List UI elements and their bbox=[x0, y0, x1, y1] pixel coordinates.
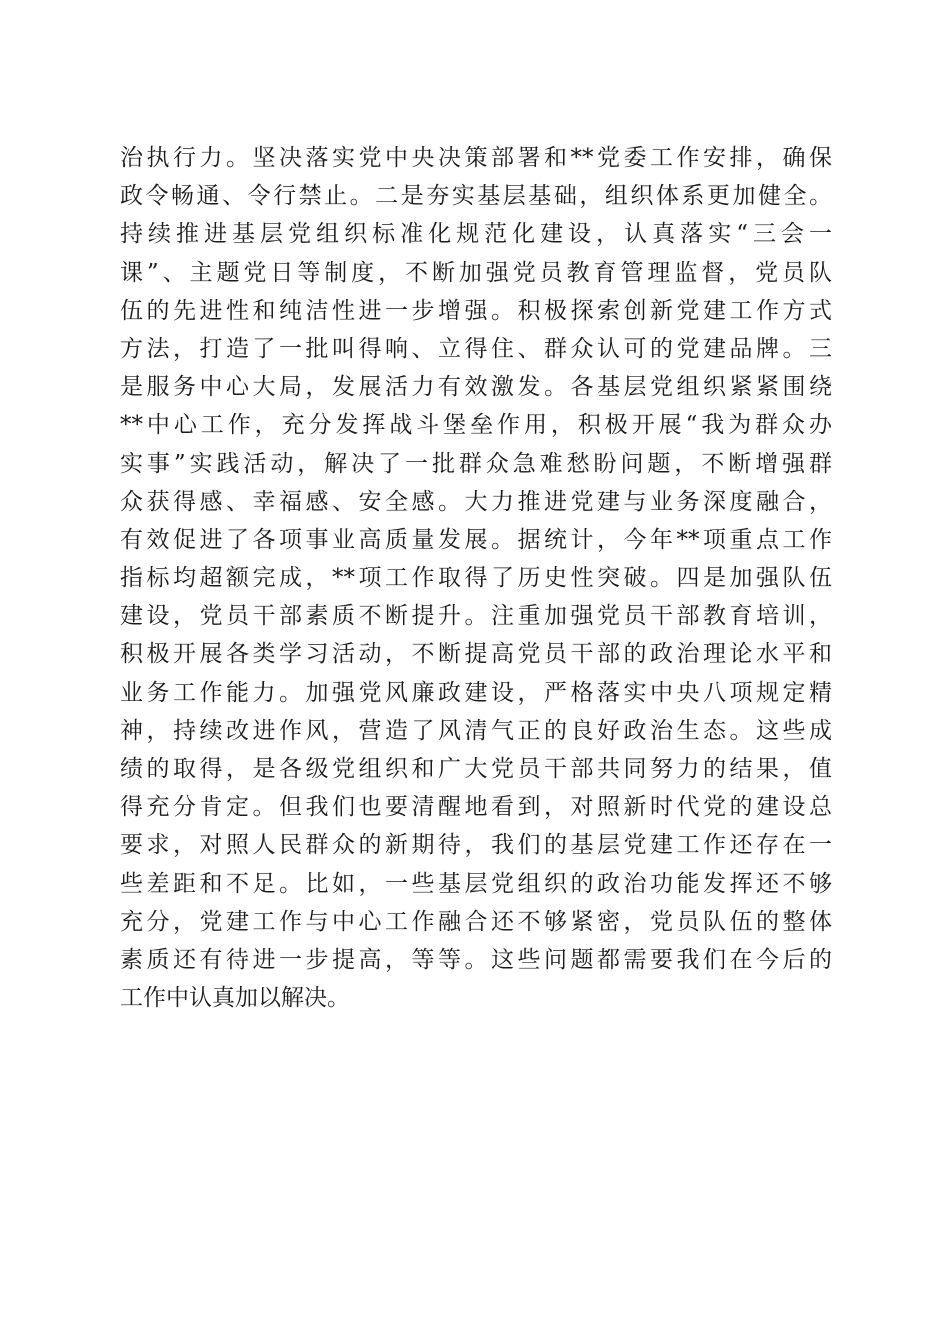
text-line: 神，持续改进作风，营造了风清气正的良好政治生态。这些成 bbox=[120, 717, 832, 744]
body-paragraph bbox=[120, 139, 832, 1017]
text-line: 方法，打造了一批叫得响、立得住、群众认可的党建品牌。三 bbox=[120, 335, 832, 362]
text-line: 政令畅通、令行禁止。二是夯实基层基础，组织体系更加健全。 bbox=[120, 183, 832, 210]
text-line: 些差距和不足。比如，一些基层党组织的政治功能发挥还不够 bbox=[120, 870, 832, 897]
text-line: 绩的取得，是各级党组织和广大党员干部共同努力的结果，值 bbox=[120, 756, 832, 782]
text-line: 充分，党建工作与中心工作融合还不够紧密，党员队伍的整体 bbox=[120, 908, 832, 935]
text-line: 持续推进基层党组织标准化规范化建设，认真落实“三会一 bbox=[120, 221, 832, 248]
text-line: 众获得感、幸福感、安全感。大力推进党建与业务深度融合， bbox=[120, 488, 832, 515]
text-line: 有效促进了各项事业高质量发展。据统计，今年**项重点工作 bbox=[120, 526, 832, 553]
text-line: 素质还有待进一步提高，等等。这些问题都需要我们在今后的 bbox=[120, 946, 832, 973]
text-line: 工作中认真加以解决。 bbox=[120, 985, 350, 1012]
text-line: 要求，对照人民群众的新期待，我们的基层党建工作还存在一 bbox=[120, 832, 832, 859]
text-line: 伍的先进性和纯洁性进一步增强。积极探索创新党建工作方式 bbox=[120, 297, 832, 324]
text-line: 业务工作能力。加强党风廉政建设，严格落实中央八项规定精 bbox=[120, 679, 832, 706]
text-line: 实事”实践活动，解决了一批群众急难愁盼问题，不断增强群 bbox=[120, 450, 832, 477]
text-line: 积极开展各类学习活动，不断提高党员干部的政治理论水平和 bbox=[120, 641, 832, 668]
text-line: 得充分肯定。但我们也要清醒地看到，对照新时代党的建设总 bbox=[120, 794, 832, 821]
text-line: **中心工作，充分发挥战斗堡垒作用，积极开展“我为群众办 bbox=[120, 412, 832, 439]
text-line: 是服务中心大局，发展活力有效激发。各基层党组织紧紧围绕 bbox=[120, 374, 832, 401]
text-line: 指标均超额完成，**项工作取得了历史性突破。四是加强队伍 bbox=[120, 565, 832, 592]
text-line: 建设，党员干部素质不断提升。注重加强党员干部教育培训， bbox=[120, 603, 832, 630]
text-line: 治执行力。坚决落实党中央决策部署和**党委工作安排，确保 bbox=[120, 145, 832, 171]
text-line: 课”、主题党日等制度，不断加强党员教育管理监督，党员队 bbox=[120, 259, 832, 286]
